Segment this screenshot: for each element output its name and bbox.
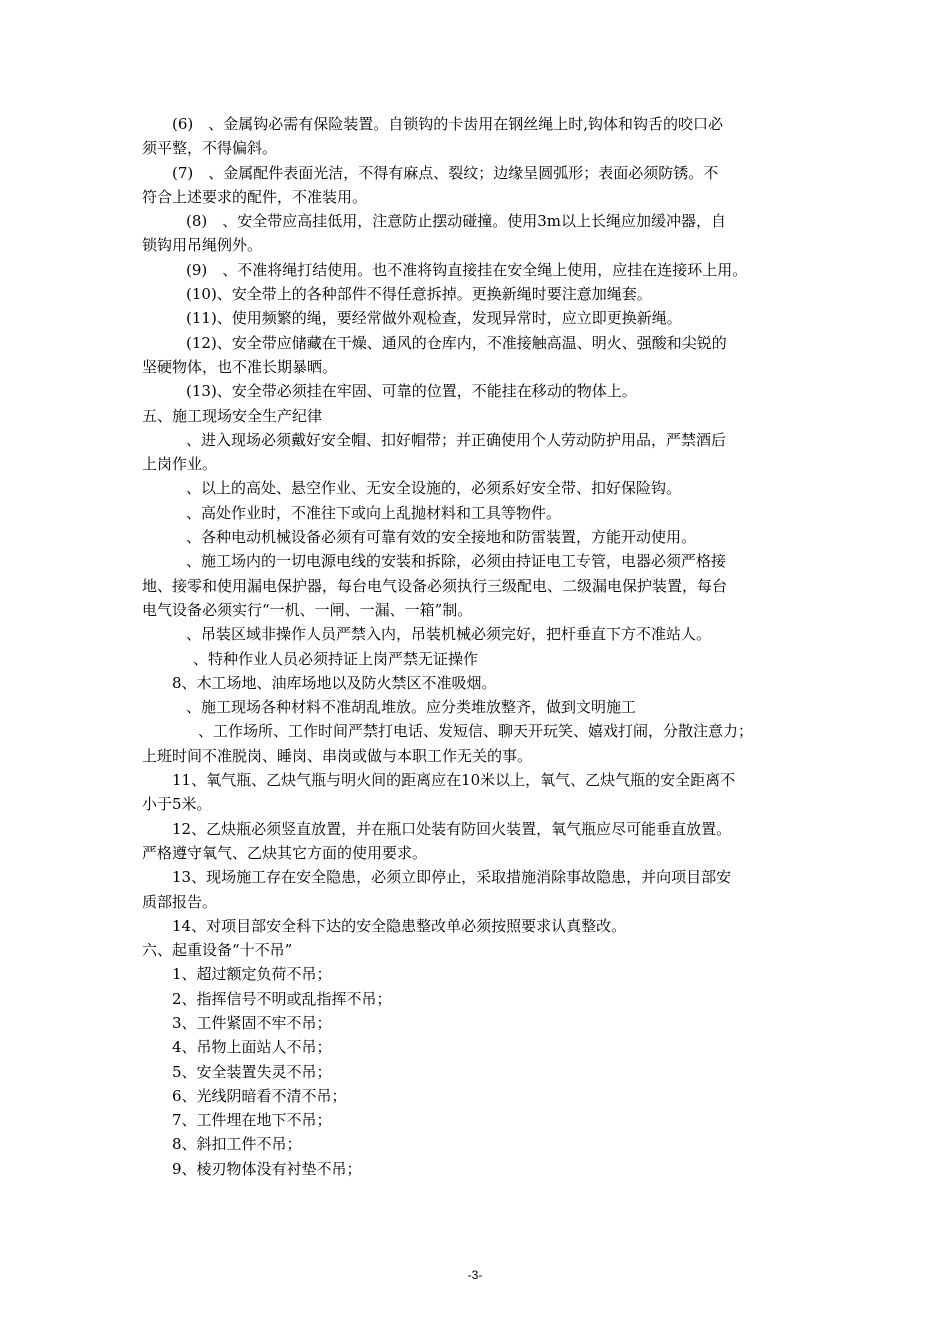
text-line: (9) 、不准将绳打结使用。也不准将钩直接挂在安全绳上使用，应挂在连接环上用。 <box>186 260 748 279</box>
text-line: 、特种作业人员必须持证上岗严禁无证操作 <box>193 649 479 668</box>
text-line: 地、接零和使用漏电保护器，每台电气设备必须执行三级配电、二级漏电保护装置，每台 <box>142 576 728 595</box>
text-line: 符合上述要求的配件，不准装用。 <box>142 187 368 206</box>
text-line: 13、现场施工存在安全隐患，必须立即停止，采取措施消除事故隐患，并向项目部安 <box>172 868 732 887</box>
text-line: 五、施工现场安全生产纪律 <box>142 406 323 425</box>
text-line: 坚硬物体，也不准长期暴晒。 <box>142 357 338 376</box>
text-line: 六、起重设备“十不吊” <box>142 941 293 960</box>
text-line: (7) 、金属配件表面光洁，不得有麻点、裂纹；边缘呈圆弧形；表面必须防锈。不 <box>172 163 719 182</box>
text-line: 5、安全装置失灵不吊； <box>172 1062 332 1081</box>
text-line: (6) 、金属钩必需有保险装置。自锁钩的卡齿用在钢丝绳上时,钩体和钩舌的咬口必 <box>172 115 724 133</box>
text-line: 质部报告。 <box>142 892 218 911</box>
text-line: (13)、安全带必须挂在牢固、可靠的位置，不能挂在移动的物体上。 <box>186 382 637 401</box>
text-line: 电气设备必须实行“一机、一闸、一漏、一箱”制。 <box>142 600 473 619</box>
text-line: 11、氧气瓶、乙炔气瓶与明火间的距离应在10米以上，氧气、乙炔气瓶的安全距离不 <box>172 771 736 790</box>
text-line: (8) 、安全带应高挂低用，注意防止摆动碰撞。使用3m以上长绳应加缓冲器，自 <box>186 212 727 231</box>
text-line: 、施工场内的一切电源电线的安装和拆除，必须由持证电工专管，电器必须严格接 <box>186 552 727 571</box>
text-line: 、吊装区域非操作人员严禁入内，吊装机械必须完好，把杆垂直下方不准站人。 <box>186 625 712 644</box>
text-line: 、工作场所、工作时间严禁打电话、发短信、聊天开玩笑、嬉戏打闹，分散注意力； <box>198 722 754 741</box>
text-line: 14、对项目部安全科下达的安全隐患整改单必须按照要求认真整改。 <box>172 916 627 935</box>
text-line: 7、工件埋在地下不吊； <box>172 1111 332 1130</box>
text-line: 、以上的高处、悬空作业、无安全设施的，必须系好安全带、扣好保险钩。 <box>186 479 682 498</box>
text-line: 、各种电动机械设备必须有可靠有效的安全接地和防雷装置，方能开动使用。 <box>186 528 697 547</box>
text-line: (12)、安全带应储藏在干燥、通风的仓库内，不准接触高温、明火、强酸和尖锐的 <box>186 333 727 352</box>
text-line: 8、木工场地、油库场地以及防火禁区不准吸烟。 <box>172 673 497 692</box>
text-line: 锁钩用吊绳例外。 <box>142 236 263 255</box>
text-line: 6、光线阴暗看不清不吊； <box>172 1086 347 1105</box>
text-line: 严格遵守氧气、乙炔其它方面的使用要求。 <box>142 843 428 862</box>
text-line: 、高处作业时，不准往下或向上乱抛材料和工具等物件。 <box>186 503 562 522</box>
text-line: 4、吊物上面站人不吊； <box>172 1038 332 1057</box>
text-line: 上班时间不准脱岗、睡岗、串岗或做与本职工作无关的事。 <box>142 746 533 765</box>
text-line: 上岗作业。 <box>142 455 218 474</box>
text-line: 小于5米。 <box>142 795 212 814</box>
page-number: -3- <box>467 1268 483 1282</box>
text-line: 、进入现场必须戴好安全帽、扣好帽带；并正确使用个人劳动防护用品，严禁酒后 <box>186 430 727 449</box>
text-line: 须平整，不得偏斜。 <box>142 139 278 158</box>
document-body <box>142 112 814 1181</box>
text-line: 8、斜扣工件不吊； <box>172 1135 302 1154</box>
text-line: 2、指挥信号不明或乱指挥不吊； <box>172 989 392 1008</box>
text-line: 9、棱刃物体没有衬垫不吊； <box>172 1159 362 1178</box>
text-line: (10)、安全带上的各种部件不得任意拆掉。更换新绳时要注意加绳套。 <box>186 285 652 304</box>
text-line: 12、乙炔瓶必须竖直放置，并在瓶口处装有防回火装置，氧气瓶应尽可能垂直放置。 <box>172 819 732 838</box>
text-line: 1、超过额定负荷不吊； <box>172 965 332 984</box>
text-line: 、施工现场各种材料不准胡乱堆放。应分类堆放整齐，做到文明施工 <box>186 698 637 717</box>
text-line: 3、工件紧固不牢不吊； <box>172 1013 332 1032</box>
text-line: (11)、使用频繁的绳，要经常做外观检查，发现异常时，应立即更换新绳。 <box>186 309 682 328</box>
